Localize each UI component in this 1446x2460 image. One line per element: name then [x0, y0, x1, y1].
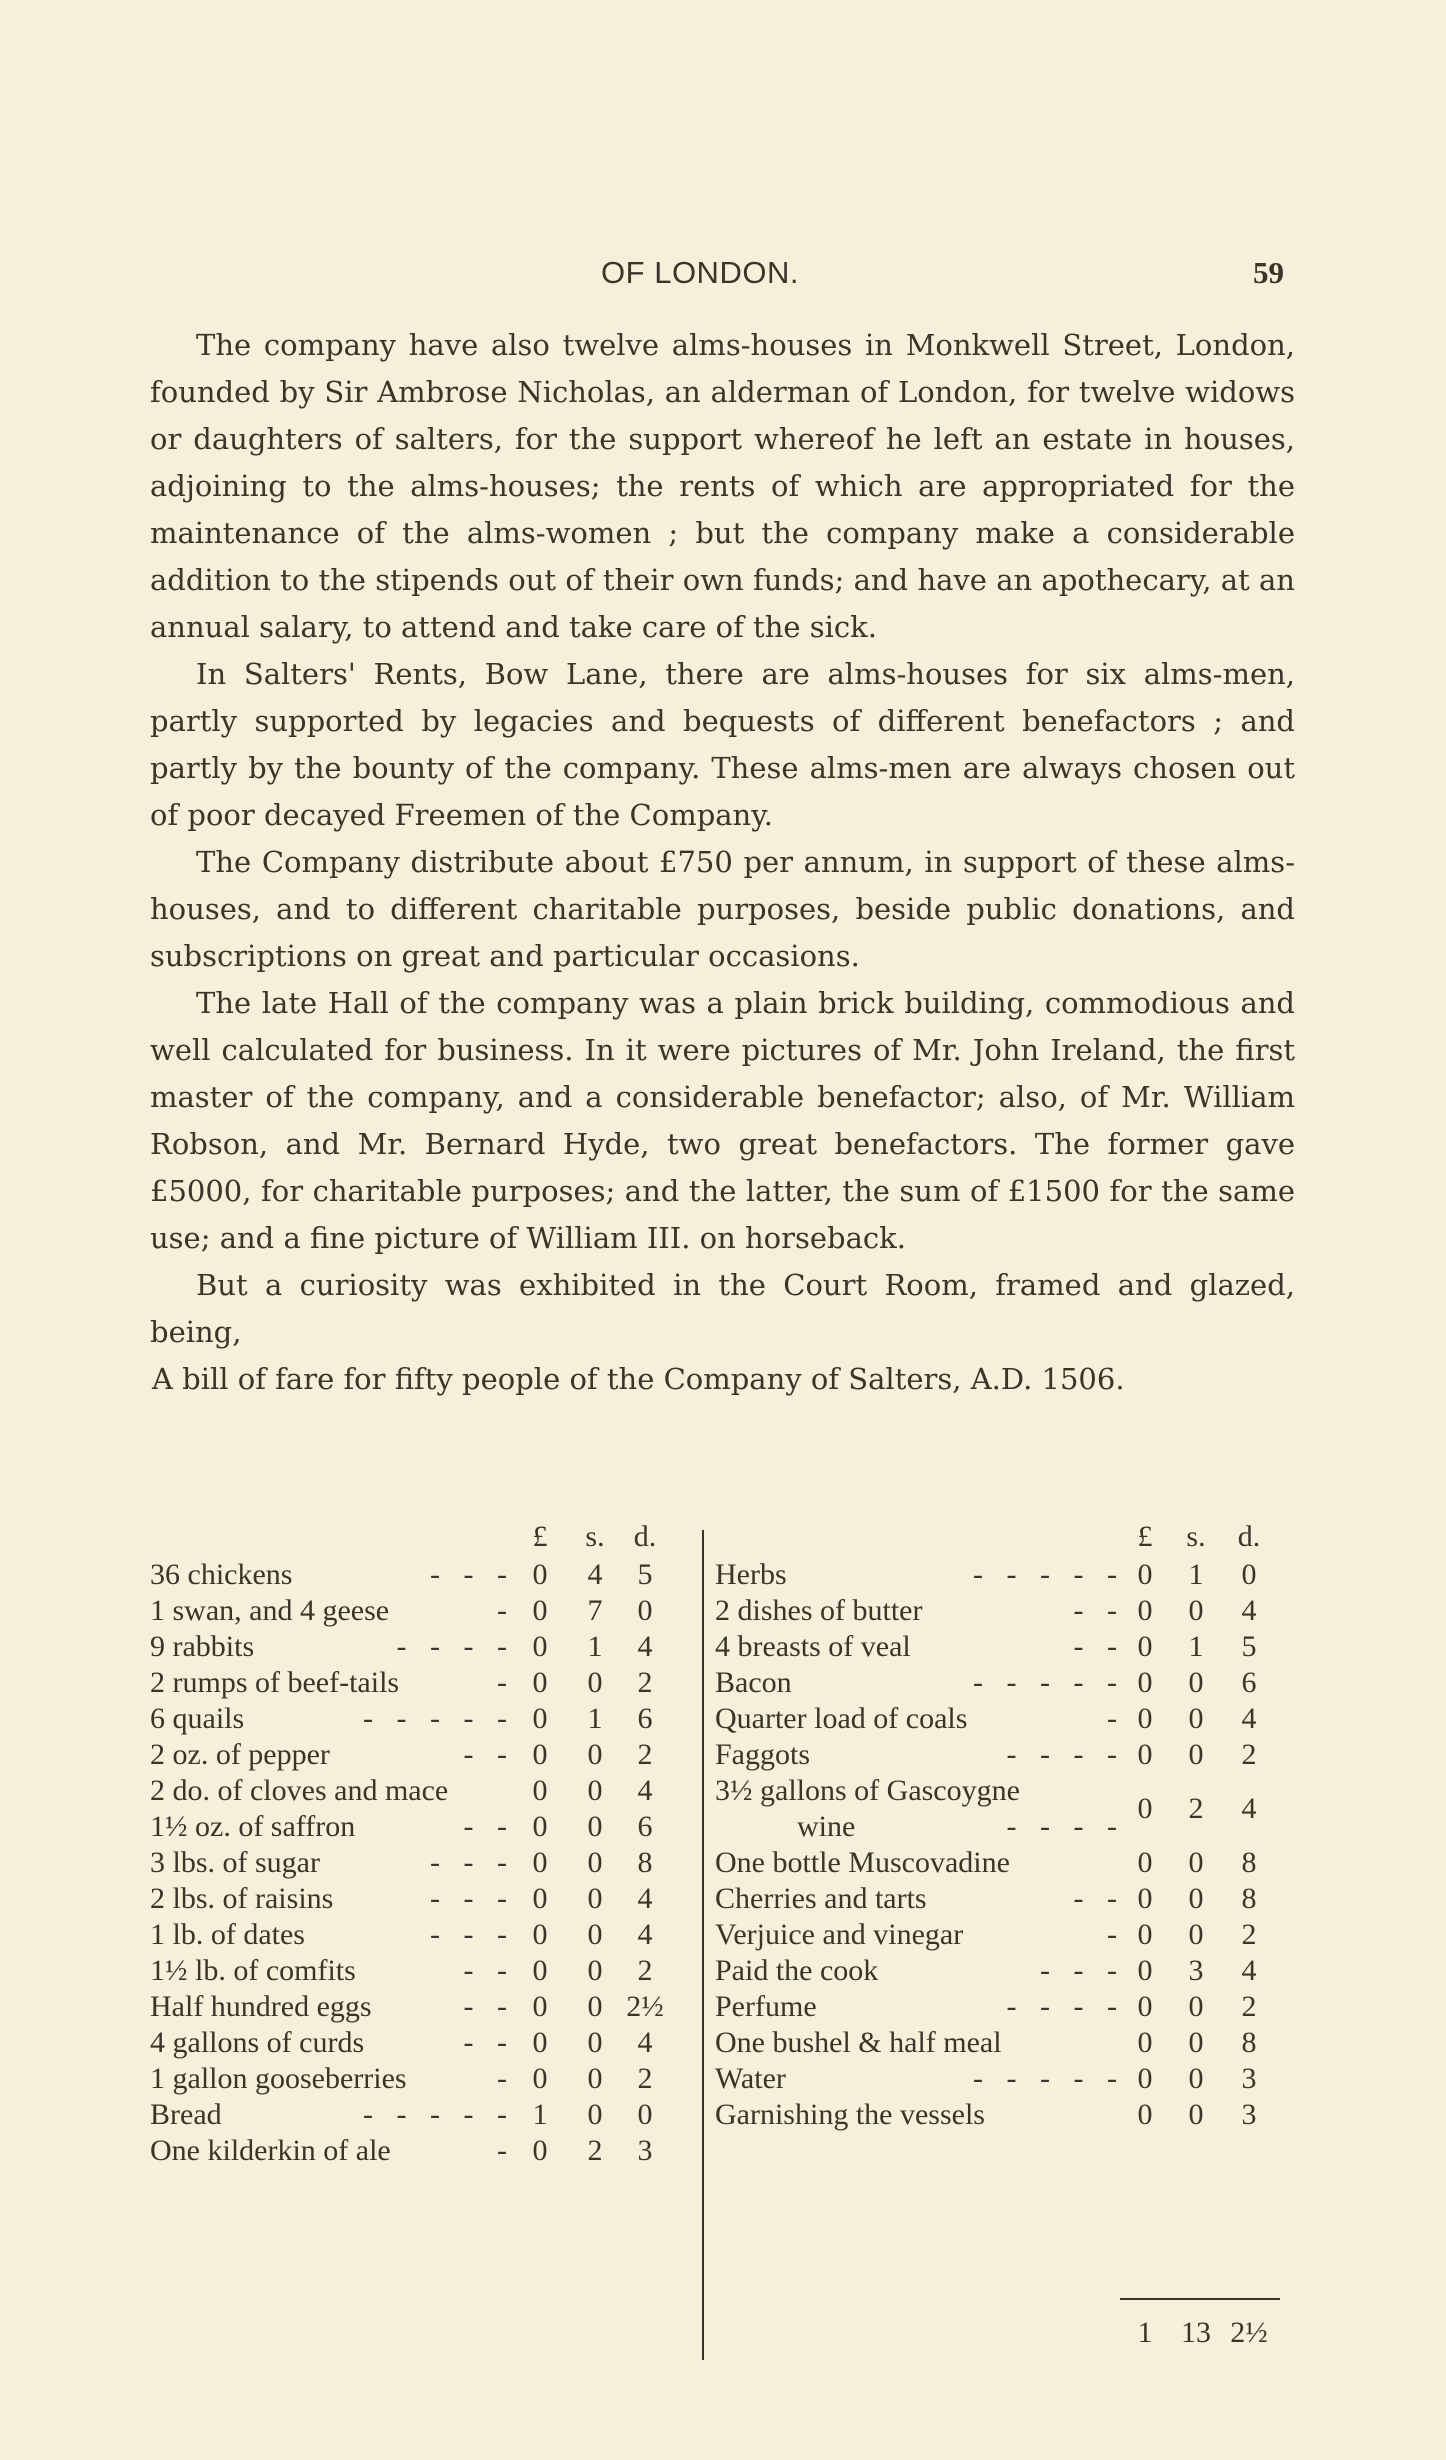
table-row — [715, 2025, 1305, 2061]
table-caption: A bill of fare for fifty people of the Company of Salters, A.D. 1506. — [152, 1362, 1125, 1396]
table-row — [150, 2025, 700, 2061]
table-row — [150, 1953, 700, 1989]
amount-pounds: 0 — [532, 1990, 548, 2023]
item-name: 2 rumps of beef-tails — [150, 1666, 400, 1699]
header-pence: d. — [633, 1520, 657, 1553]
column-headers — [150, 1520, 700, 1556]
item-name: Garnishing the vessels — [715, 2098, 985, 2131]
amount-pounds: 0 — [532, 1702, 548, 1735]
item-name-continued: wine — [797, 1810, 856, 1843]
amount-pence: 8 — [1241, 1882, 1257, 1915]
table-row — [150, 1593, 700, 1629]
leader-dashes: - - — [463, 1990, 515, 2023]
item-name: 3 lbs. of sugar — [150, 1846, 320, 1879]
amount-pence: 4 — [637, 1630, 653, 1663]
amount-shillings: 0 — [587, 1954, 603, 1987]
item-name: Quarter load of coals — [715, 1702, 968, 1735]
amount-pounds: 1 — [532, 2098, 548, 2131]
paragraph-curiosity: But a curiosity was exhibited in the Court Room, framed and glazed, being, — [150, 1268, 1295, 1349]
table-row — [150, 2061, 700, 2097]
leader-dashes: - — [497, 2134, 515, 2167]
item-name: Paid the cook — [715, 1954, 879, 1987]
amount-shillings: 0 — [1188, 1702, 1204, 1735]
leader-dashes: - - - — [430, 1918, 515, 1951]
table-row — [150, 1737, 700, 1773]
item-name: Bread — [150, 2098, 222, 2131]
leader-dashes: - - - - — [396, 1630, 515, 1663]
item-name: 4 gallons of curds — [150, 2026, 365, 2059]
leader-dashes: - — [1107, 1918, 1125, 1951]
leader-dashes: - - - - — [1006, 1990, 1125, 2023]
amount-shillings: 0 — [1188, 1738, 1204, 1771]
amount-pence: 0 — [637, 2098, 653, 2131]
amount-shillings: 0 — [587, 1810, 603, 1843]
bill-of-fare-table — [150, 1520, 1300, 2380]
table-row — [150, 2097, 700, 2133]
amount-shillings: 0 — [1188, 1882, 1204, 1915]
leader-dashes: - - - - - — [973, 2062, 1125, 2095]
leader-dashes: - - - — [430, 1882, 515, 1915]
amount-pounds: 0 — [532, 1846, 548, 1879]
amount-shillings: 1 — [587, 1630, 603, 1663]
item-name: 9 rabbits — [150, 1630, 255, 1663]
paragraph-monkwell-almshouses: The company have also twelve alms-houses in Monkwell Street, London, founded by Sir Ambrose Nicholas, an alderman of London, for twelve widows or daughters of salters, for the support whereof he left an estate in houses, adjoining to the alms-houses; the rents of which are appropriated for the maintenance of the alms-women ; but the company make a considerable addition to the stipends out of their own funds; and have an apothecary, at an annual salary, to attend and take care of the sick. — [150, 328, 1295, 644]
leader-dashes: - - - - — [1006, 1810, 1125, 1843]
item-name: 3½ gallons of Gascoygne — [715, 1774, 1020, 1807]
table-row — [715, 1845, 1305, 1881]
table-row — [715, 1737, 1305, 1773]
amount-pounds: 0 — [1137, 1954, 1153, 1987]
amount-pence: 4 — [637, 1918, 653, 1951]
table-row — [715, 1665, 1305, 1701]
table-row — [150, 1881, 700, 1917]
amount-pence: 2½ — [626, 1990, 664, 2023]
leader-dashes: - - — [463, 1738, 515, 1771]
total-pence: 2½ — [1230, 2316, 1268, 2349]
item-name: 1 swan, and 4 geese — [150, 1594, 390, 1627]
item-name: 1 gallon gooseberries — [150, 2062, 407, 2095]
amount-shillings: 0 — [1188, 1594, 1204, 1627]
amount-pence: 3 — [1241, 2062, 1257, 2095]
header-pounds: £ — [532, 1520, 548, 1553]
amount-pounds: 0 — [532, 1810, 548, 1843]
item-name: Faggots — [715, 1738, 811, 1771]
amount-pounds: 0 — [532, 2062, 548, 2095]
amount-pounds: 0 — [1137, 1846, 1153, 1879]
item-name: Herbs — [715, 1558, 787, 1591]
paragraph-bow-lane-almshouses: In Salters' Rents, Bow Lane, there are alms-houses for six alms-men, partly supported by legacies and bequests of different benefactors ; and partly by the bounty of the company. These alms-men are always chosen out of poor decayed Freemen of the Company. — [150, 657, 1295, 832]
amount-pence: 5 — [637, 1558, 653, 1591]
table-row — [715, 1701, 1305, 1737]
table-row — [715, 1593, 1305, 1629]
amount-pounds: 0 — [1137, 1990, 1153, 2023]
leader-dashes: - — [497, 1594, 515, 1627]
amount-pence: 0 — [637, 1594, 653, 1627]
amount-shillings: 0 — [587, 1774, 603, 1807]
amount-shillings: 0 — [1188, 2098, 1204, 2131]
item-name: One bottle Muscovadine — [715, 1846, 1010, 1879]
item-name: 1½ lb. of comfits — [150, 1954, 356, 1987]
amount-pence: 3 — [637, 2134, 653, 2167]
paragraph-charitable-distribution: The Company distribute about £750 per annum, in support of these alms-houses, and to different charitable purposes, beside public donations, and subscriptions on great and particular occasions. — [150, 845, 1295, 973]
leader-dashes: - - — [463, 1810, 515, 1843]
header-pence: d. — [1237, 1520, 1261, 1553]
amount-pounds: 0 — [1137, 2026, 1153, 2059]
leader-dashes: - - — [1073, 1594, 1125, 1627]
amount-shillings: 3 — [1188, 1954, 1204, 1987]
amount-pounds: 0 — [532, 1666, 548, 1699]
table-row — [150, 2133, 700, 2169]
amount-pence: 8 — [637, 1846, 653, 1879]
amount-pence: 4 — [1241, 1594, 1257, 1627]
table-row — [715, 1557, 1305, 1593]
table-row — [715, 1773, 1305, 1845]
amount-pounds: 0 — [1137, 1882, 1153, 1915]
amount-pence: 4 — [1241, 1702, 1257, 1735]
item-name: 6 quails — [150, 1702, 245, 1735]
leader-dashes: - — [497, 1666, 515, 1699]
amount-shillings: 1 — [587, 1702, 603, 1735]
amount-pence: 6 — [1241, 1666, 1257, 1699]
table-row — [715, 1881, 1305, 1917]
amount-shillings: 0 — [1188, 1918, 1204, 1951]
item-name: One bushel & half meal — [715, 2026, 1002, 2059]
amount-shillings: 0 — [1188, 1990, 1204, 2023]
item-name: 2 do. of cloves and mace — [150, 1774, 449, 1807]
amount-pence: 8 — [1241, 2026, 1257, 2059]
amount-pence: 0 — [1241, 1558, 1257, 1591]
body-text — [150, 322, 1295, 1403]
amount-shillings: 0 — [587, 2062, 603, 2095]
table-row — [715, 1953, 1305, 1989]
item-name: Bacon — [715, 1666, 792, 1699]
amount-pounds: 0 — [532, 1954, 548, 1987]
item-name: Cherries and tarts — [715, 1882, 927, 1915]
amount-shillings: 0 — [587, 1738, 603, 1771]
amount-pounds: 0 — [1137, 1792, 1153, 1825]
amount-shillings: 2 — [587, 2134, 603, 2167]
total-pounds: 1 — [1137, 2316, 1153, 2349]
item-name: 2 lbs. of raisins — [150, 1882, 334, 1915]
amount-pounds: 0 — [532, 1882, 548, 1915]
table-row — [715, 1989, 1305, 2025]
item-name: 4 breasts of veal — [715, 1630, 911, 1663]
amount-shillings: 0 — [587, 2098, 603, 2131]
leader-dashes: - - - - - — [973, 1558, 1125, 1591]
table-row — [150, 1701, 700, 1737]
table-row — [150, 1557, 700, 1593]
running-title: OF LONDON. — [601, 255, 799, 290]
header-shillings: s. — [585, 1520, 605, 1553]
amount-shillings: 0 — [1188, 1666, 1204, 1699]
header-shillings: s. — [1186, 1520, 1206, 1553]
amount-shillings: 0 — [587, 1918, 603, 1951]
amount-pence: 4 — [637, 2026, 653, 2059]
amount-shillings: 0 — [1188, 2062, 1204, 2095]
amount-pence: 2 — [1241, 1918, 1257, 1951]
leader-dashes: - - - — [430, 1558, 515, 1591]
amount-pence: 2 — [637, 1954, 653, 1987]
amount-pence: 2 — [637, 2062, 653, 2095]
amount-pence: 4 — [637, 1774, 653, 1807]
amount-pence: 2 — [637, 1666, 653, 1699]
table-row — [150, 1629, 700, 1665]
item-name: 36 chickens — [150, 1558, 293, 1591]
table-row — [715, 1917, 1305, 1953]
item-name: Perfume — [715, 1990, 817, 2023]
leader-dashes: - — [1107, 1702, 1125, 1735]
leader-dashes: - - — [1073, 1882, 1125, 1915]
item-name: 1½ oz. of saffron — [150, 1810, 356, 1843]
item-name: 2 dishes of butter — [715, 1594, 923, 1627]
amount-pence: 2 — [1241, 1990, 1257, 2023]
amount-pounds: 0 — [532, 1630, 548, 1663]
amount-pence: 6 — [637, 1702, 653, 1735]
leader-dashes: - - — [463, 1954, 515, 1987]
sum-rule — [1120, 2298, 1280, 2300]
amount-shillings: 0 — [587, 2026, 603, 2059]
amount-pounds: 0 — [532, 1594, 548, 1627]
table-row — [150, 1665, 700, 1701]
amount-pounds: 0 — [1137, 1666, 1153, 1699]
amount-shillings: 0 — [587, 1846, 603, 1879]
amount-pounds: 0 — [1137, 1918, 1153, 1951]
amount-shillings: 2 — [1188, 1792, 1204, 1825]
amount-pounds: 0 — [532, 1738, 548, 1771]
amount-pounds: 0 — [532, 1774, 548, 1807]
amount-pence: 8 — [1241, 1846, 1257, 1879]
table-row — [150, 1845, 700, 1881]
table-row — [150, 1809, 700, 1845]
table-row — [715, 1629, 1305, 1665]
amount-pence: 4 — [637, 1882, 653, 1915]
header-pounds: £ — [1137, 1520, 1153, 1553]
amount-shillings: 7 — [587, 1594, 603, 1627]
paragraph-late-hall: The late Hall of the company was a plain brick building, commodious and well calculated for business. In it were pictures of Mr. John Ireland, the first master of the company, and a considerable benefactor; also, of Mr. William Robson, and Mr. Bernard Hyde, two great benefactors. The former gave £5000, for charitable purposes; and the latter, the sum of £1500 for the same use; and a fine picture of William III. on horseback. — [150, 986, 1295, 1255]
amount-pence: 2 — [1241, 1738, 1257, 1771]
amount-pounds: 0 — [1137, 1630, 1153, 1663]
item-name: One kilderkin of ale — [150, 2134, 391, 2167]
leader-dashes: - - — [1073, 1630, 1125, 1663]
item-name: Half hundred eggs — [150, 1990, 372, 2023]
table-row — [150, 1773, 700, 1809]
table-row — [715, 2097, 1305, 2133]
column-divider — [702, 1530, 704, 2360]
amount-pence: 6 — [637, 1810, 653, 1843]
amount-shillings: 0 — [587, 1666, 603, 1699]
amount-pounds: 0 — [1137, 2062, 1153, 2095]
item-name: 1 lb. of dates — [150, 1918, 305, 1951]
leader-dashes: - - - - — [1006, 1738, 1125, 1771]
table-row — [715, 2061, 1305, 2097]
amount-pence: 3 — [1241, 2098, 1257, 2131]
amount-pounds: 0 — [1137, 1702, 1153, 1735]
amount-shillings: 0 — [587, 1882, 603, 1915]
running-head — [0, 255, 1446, 295]
amount-pounds: 0 — [1137, 1594, 1153, 1627]
amount-pounds: 0 — [1137, 1558, 1153, 1591]
amount-pounds: 0 — [532, 1918, 548, 1951]
amount-shillings: 0 — [1188, 2026, 1204, 2059]
amount-shillings: 4 — [587, 1558, 603, 1591]
amount-shillings: 1 — [1188, 1558, 1204, 1591]
page-number: 59 — [1253, 255, 1284, 290]
amount-pence: 5 — [1241, 1630, 1257, 1663]
amount-pence: 4 — [1241, 1792, 1257, 1825]
amount-shillings: 0 — [587, 1990, 603, 2023]
leader-dashes: - — [497, 2062, 515, 2095]
leader-dashes: - - - — [430, 1846, 515, 1879]
table-row — [150, 1917, 700, 1953]
amount-shillings: 1 — [1188, 1630, 1204, 1663]
total-row — [715, 2315, 1305, 2351]
item-name: 2 oz. of pepper — [150, 1738, 330, 1771]
amount-shillings: 0 — [1188, 1846, 1204, 1879]
amount-pounds: 0 — [1137, 2098, 1153, 2131]
amount-pounds: 0 — [532, 1558, 548, 1591]
table-row — [150, 1989, 700, 2025]
amount-pounds: 0 — [532, 2134, 548, 2167]
amount-pence: 2 — [637, 1738, 653, 1771]
amount-pence: 4 — [1241, 1954, 1257, 1987]
item-name: Water — [715, 2062, 786, 2095]
leader-dashes: - - - — [1040, 1954, 1125, 1987]
leader-dashes: - - - - - — [363, 2098, 515, 2131]
leader-dashes: - - - - - — [973, 1666, 1125, 1699]
column-headers — [715, 1520, 1305, 1556]
leader-dashes: - - - - - — [363, 1702, 515, 1735]
item-name: Verjuice and vinegar — [715, 1918, 964, 1951]
total-shillings: 13 — [1181, 2316, 1211, 2349]
amount-pounds: 0 — [1137, 1738, 1153, 1771]
leader-dashes: - - — [463, 2026, 515, 2059]
amount-pounds: 0 — [532, 2026, 548, 2059]
